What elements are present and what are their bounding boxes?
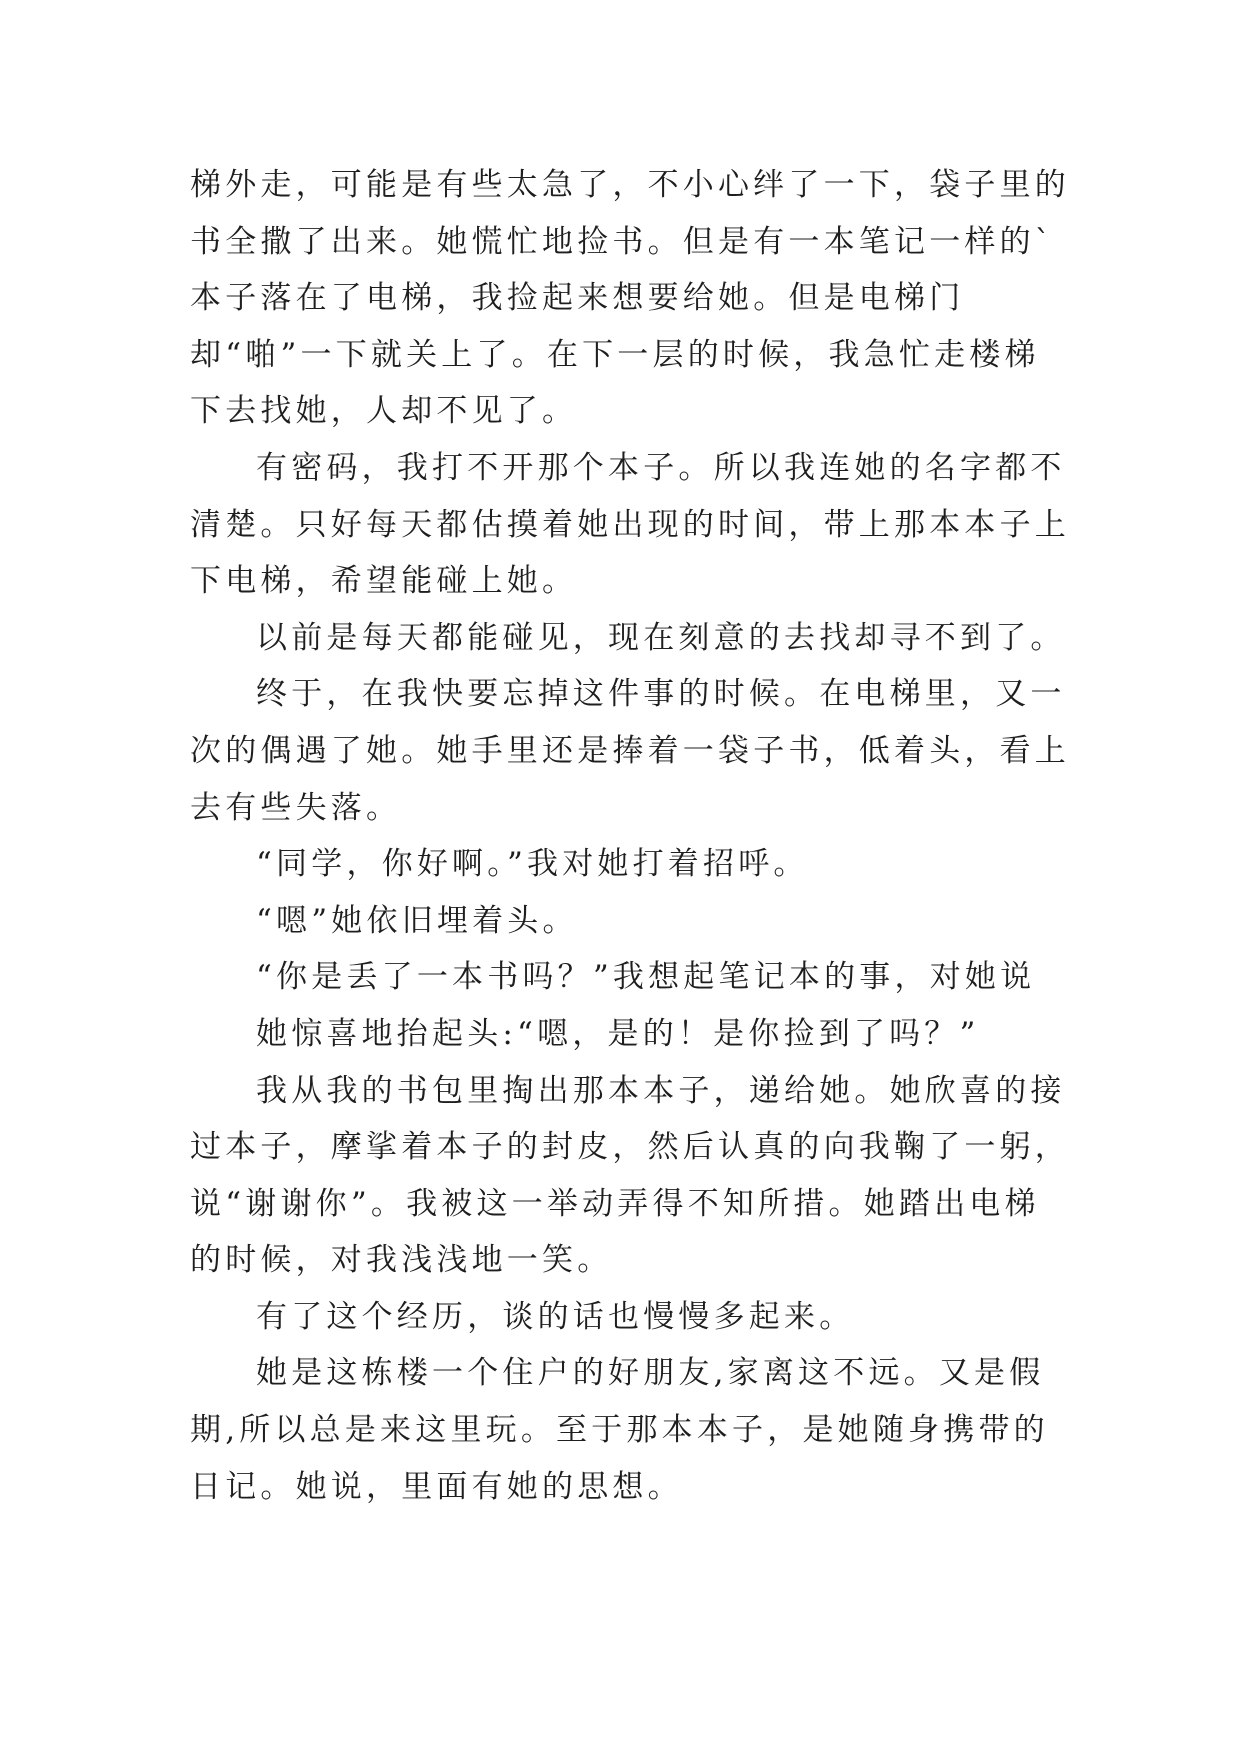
paragraph-4: 终于，在我快要忘掉这件事的时候。在电梯里，又一次的偶遇了她。她手里还是捧着一袋子书，低着头，看上去有些失落。 [190,676,1070,826]
paragraph-1: 梯外走，可能是有些太急了，不小心绊了一下，袋子里的书全撒了出来。她慌忙地捡书。但是有一本笔记一样的`本子落在了电梯，我捡起来想要给她。但是电梯门却“啪”一下就关上了。在下一层的时候，我急忙走楼梯下去找她，人却不见了。 [190,167,1070,430]
paragraph-11: 她是这栋楼一个住户的好朋友,家离这不远。又是假期,所以总是来这里玩。至于那本本子，是她随身携带的日记。她说，里面有她的思想。 [190,1355,1049,1505]
paragraph-7: “你是丢了一本书吗？”我想起笔记本的事，对她说 [256,959,1036,996]
paragraph-8: 她惊喜地抬起头:“嗯，是的！是你捡到了吗？” [256,1015,980,1052]
paragraph-5: “同学，你好啊。”我对她打着招呼。 [256,846,809,883]
paragraph-3: 以前是每天都能碰见，现在刻意的去找却寻不到了。 [256,619,1066,656]
paragraph-6: “嗯”她依旧埋着头。 [256,902,578,939]
story-text [190,157,1070,1515]
paragraph-10: 有了这个经历，谈的话也慢慢多起来。 [256,1298,855,1335]
paragraph-9: 我从我的书包里掏出那本本子，递给她。她欣喜的接过本子，摩挲着本子的封皮，然后认真的向我鞠了一躬，说“谢谢你”。我被这一举动弄得不知所措。她踏出电梯的时候，对我浅浅地一笑。 [190,1072,1070,1279]
paragraph-2: 有密码，我打不开那个本子。所以我连她的名字都不清楚。只好每天都估摸着她出现的时间，带上那本本子上下电梯，希望能碰上她。 [190,449,1070,600]
